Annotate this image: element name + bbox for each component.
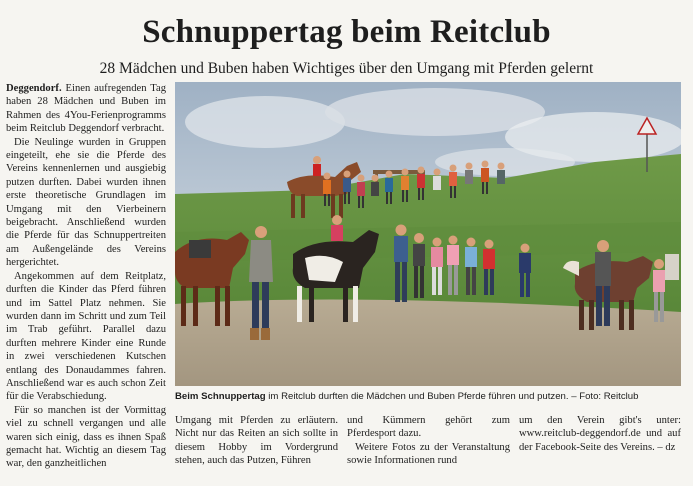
photo-caption	[175, 390, 687, 404]
article-column-left	[6, 82, 166, 486]
caption-text: im Reitclub durften die Mädchen und Buben Pferde führen und putzen. – Foto: Reitclub	[265, 391, 639, 402]
article-column-bottom-2	[347, 414, 510, 486]
author-initials: – dz	[657, 441, 676, 453]
paragraph: Umgang mit Pferden zu erläutern. Nicht nur das Reiten an sich sollte in diesem Hobby im Vordergrund stehen, auch das Putzen, Führen	[175, 415, 338, 467]
subheadline: 28 Mädchen und Buben haben Wichtiges über den Umgang mit Pferden gelernt	[99, 60, 594, 77]
paragraph: Die Neulinge wurden in Gruppen eingeteilt, ehe sie die Pferde des Vereins kennenlernen und ausgiebig putzen durften. Dabei wurden ihnen erste theoretische Grundlagen im Umgang mit den Vierbeinern beigebracht. Anschließend wurden die Pferde für das Schnuppertreiten am Außengelände des Vereins hergerichtet.	[6, 136, 166, 269]
article-column-bottom-3	[519, 414, 681, 486]
article-photo	[175, 82, 681, 386]
paragraph-text: um den Verein gibt's unter: www.reitclub-deggendorf.de und auf der Facebook-Seite des Vereins.	[519, 415, 681, 453]
paragraph: Angekommen auf dem Reitplatz, durften die Kinder das Pferd führen und im Sattel Platz nehmen. Sie wurden dann im Schritt und zum Teil im Trab geführt. Parallel dazu durften mehrere Kinder eine Runde in zwei verschiedenen Kutschen entlang des Donaudammes fahren. Anschließend war es auch schon Zeit für die Verabschiedung.	[6, 270, 166, 403]
headline: Schnuppertag beim Reitclub	[142, 14, 551, 50]
caption-lead: Beim Schnuppertag	[175, 391, 266, 402]
paragraph-text: Einen aufregenden Tag haben 28 Mädchen und Buben im Rahmen des 4You-Ferienprogramms beim Reitclub Deggendorf verbracht.	[6, 83, 166, 135]
paragraph: und Kümmern gehört zum Pferdesport dazu.	[347, 415, 510, 440]
dateline: Deggendorf.	[6, 83, 62, 94]
paragraph	[519, 414, 681, 454]
paragraph: Weitere Fotos zu der Veranstaltung sowie Informationen rund	[347, 441, 510, 467]
photo-riding-club-group	[175, 82, 681, 386]
paragraph-intro	[6, 82, 166, 136]
article-column-bottom-1	[175, 414, 338, 486]
paragraph: Für so manchen ist der Vormittag viel zu schnell vergangen und alle waren sich einig, dass es ihnen Spaß gemacht hat. Wichtig an diesem Tag war, den ganzheitlichen	[6, 404, 166, 470]
